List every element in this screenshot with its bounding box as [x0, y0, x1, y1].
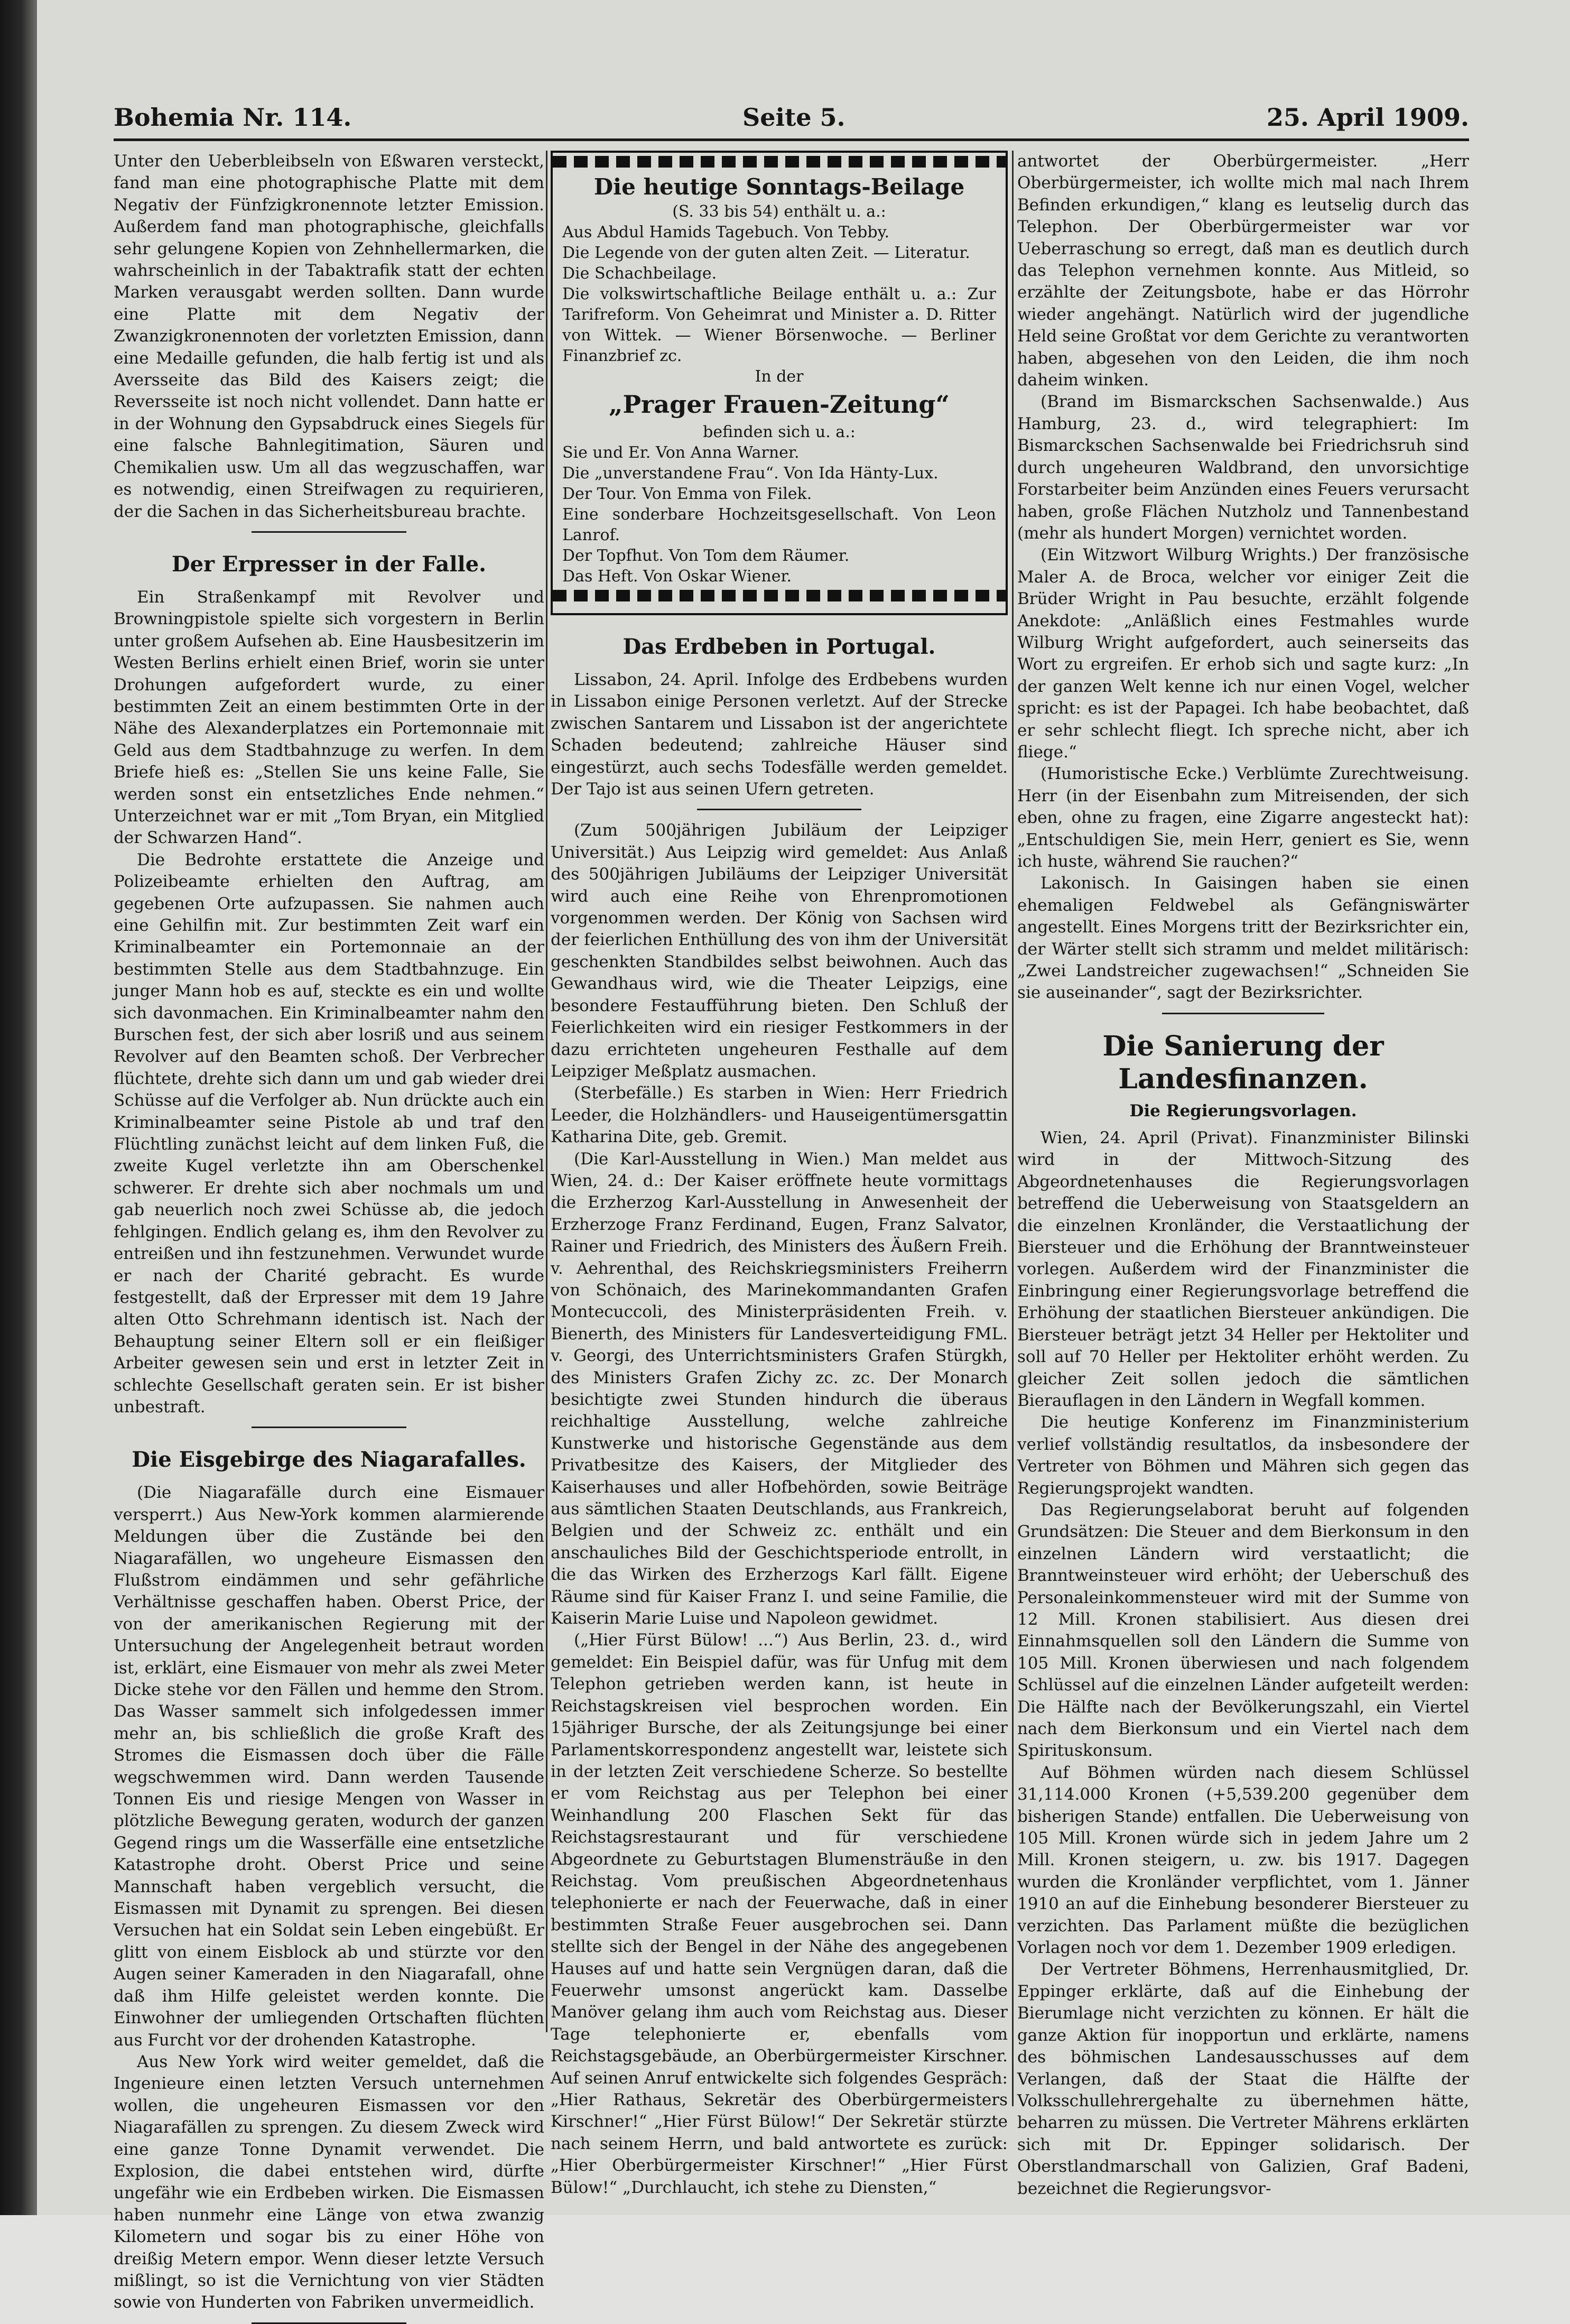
- supplement-intro: In der: [755, 367, 804, 386]
- masthead-page: Seite 5.: [742, 103, 846, 132]
- article-text: Die Bedrohte erstattete die Anzeige und Polizeibeamte erhielten den Auftrag, am gegebenen Orte aufzupassen. Sie nahmen auch eine Gehilfin mit. Zur bestimmten Zeit warf ein Kriminalbeamter ein Portemonnaie an der bestimmten Stelle aus dem Stadtbahnzuge. Ein junger Mann hob es auf, steckte es ein und wollte sich davonmachen. Ein Kriminalbeamter nahm den Burschen fest, der sich aber losriß und aus seinem Revolver auf den Beamten schoß. Der Verbrecher flüchtete, drehte sich dann um und gab wieder drei Schüsse auf die Verfolger ab. Nun drückte auch ein Kriminalbeamter seine Pistole ab und traf den Flüchtling zunächst leicht auf dem linken Fuß, die zweite Kugel verletzte ihn am Oberschenkel schwerer. Er drehte sich aber nochmals um und gab neuerlich noch zwei Schüsse ab, die jedoch fehlgingen. Endlich gelang es, ihm den Revolver zu entreißen und ihn festzunehmen. Verwundet wurde er nach der Charité gebracht. Es wurde festgestellt, daß der Erpresser mit dem 19 Jahre alten Otto Schrehmann identisch ist. Nach der Behauptung seiner Eltern soll er ein fleißiger Arbeiter gewesen sein und erst in letzter Zeit in schlechte Gesellschaft geraten sein. Er ist bisher unbestraft.: [114, 850, 544, 1416]
- supplement-item: Der Tour. Von Emma von Filek.: [562, 485, 812, 503]
- headline-erpresser: Der Erpresser in der Falle.: [171, 551, 487, 577]
- article-text: (Brand im Bismarckschen Sachsenwalde.) Aus Hamburg, 23. d., wird telegraphiert: Im Bismarckschen Sachsenwalde bei Friedrichsruh sind durch ungeheuren Waldbrand, den unvorsichtige Forstarbeiter beim Anzünden eines Feuers verursacht haben, große Flächen Nutzholz und Tannenbestand (mehr als hundert Morgen) vernichtet worden.: [1017, 392, 1469, 543]
- article-text: (Die Karl-Ausstellung in Wien.) Man meldet aus Wien, 24. d.: Der Kaiser eröffnete heute vormittags die Erzherzog Karl-Ausstellung in Anwesenheit der Erzherzoge Franz Ferdinand, Eugen, Franz Salvator, Rainer und Friedrich, des Ministers des Äußern Freih. v. Aehrenthal, des Reichskriegsministers Freiherrn von Schönaich, des Marinekommandanten Grafen Montecuccoli, des Ministerpräsidenten Freih. v. Bienerth, des Ministers für Landesverteidigung FML. v. Georgi, des Unterrichtsministers Grafen Stürgkh, des Ministers Grafen Zichy zc. zc. Der Monarch besichtigte zwei Stunden hindurch die überaus reichhaltige Ausstellung, welche zahlreiche Kunstwerke und historische Gegenstände aus dem Privatbesitze des Kaisers, der Mitglieder des Kaiserhauses und aller Hofbehörden, sowie Beiträge aus sämtlichen Staaten Deutschlands, aus Frankreich, Belgien und der Schweiz zc. enthält und ein anschauliches Bild der Geschichtsperiode entrollt, in die das Wirken des Erzherzogs Karl fällt. Eigene Räume sind für Kaiser Franz I. und seine Familie, die Kaiserin Marie Luise und Napoleon gewidmet.: [551, 1149, 1008, 1628]
- article-text: Ein Straßenkampf mit Revolver und Browningpistole spielte sich vorgestern in Berlin unter großem Aufsehen ab. Eine Hausbesitzerin im Westen Berlins erhielt einen Brief, worin sie unter Drohungen aufgefordert wurde, zu einer bestimmten Zeit an einem bestimmten Orte in der Nähe des Alexanderplatzes ein Portemonnaie mit Geld aus dem Stadtbahnzuge zu werfen. In dem Briefe hieß es: „Stellen Sie uns keine Falle, Sie werden sonst ein entsetzliches Ende nehmen.“ Unterzeichnet war er mit „Tom Bryan, ein Mitglied der Schwarzen Hand“.: [114, 587, 544, 848]
- divider: [1162, 1013, 1325, 1014]
- headline-sanierung: Die Sanierung der Landesfinanzen.: [1102, 1030, 1384, 1096]
- headline-eisgebirge: Die Eisgebirge des Niagarafalles.: [132, 1447, 526, 1473]
- subheadline-regierungsvorlagen: Die Regierungsvorlagen.: [1129, 1101, 1357, 1121]
- article-text: (Sterbefälle.) Es starben in Wien: Herr Friedrich Leeder, die Holzhändlers- und Hauseigentümersgattin Katharina Dite, geb. Gremit.: [551, 1084, 1008, 1147]
- column-rule-2: [1012, 151, 1014, 2106]
- supplement-item: Eine sonderbare Hochzeitsgesellschaft. Von Leon Lanrof.: [562, 505, 996, 544]
- divider: [252, 1427, 406, 1428]
- supplement-item: Das Heft. Von Oskar Wiener.: [562, 567, 792, 586]
- divider: [697, 809, 861, 810]
- column-3: [1017, 151, 1469, 2198]
- supplement-item: Sie und Er. Von Anna Warner.: [562, 443, 800, 462]
- column-2: [551, 151, 1008, 2197]
- article-text: Aus New York wird weiter gemeldet, daß die Ingenieure einen letzten Versuch unternehmen wollen, die ungeheuren Eismassen vor den Niagarafällen zu sprengen. Zu diesem Zweck wird eine ganze Tonne Dynamit verwendet. Die Explosion, die dabei entstehen wird, dürfte ungefähr wie ein Erdbeben wirken. Die Eismassen haben nunmehr eine Länge von etwa zwanzig Kilometern und sogar bis zu einer Höhe von dreißig Metern empor. Wenn dieser letzte Versuch mißlingt, so ist die Vernichtung von vier Städten sowie von Hunderten von Fabriken unvermeidlich.: [114, 2052, 544, 2312]
- box-ornament-bottom: [553, 590, 1006, 601]
- article-text: (Die Niagarafälle durch eine Eismauer versperrt.) Aus New-York kommen alarmierende Meldungen über die Zustände bei den Niagarafällen, wo ungeheure Eismassen den Flußstrom eindämmen und sehr gefährliche Verhältnisse geschaffen haben. Oberst Price, der von der amerikanischen Regierung mit der Untersuchung der Angelegenheit betraut worden ist, erklärt, eine Eismauer von mehr als zwei Meter Dicke stehe vor den Fällen und hemme den Strom. Das Wasser sammelt sich infolgedessen immer mehr an, bis schließlich die große Kraft des Stromes die Eismassen doch über die Fälle wegschwemmen wird. Dann werden Tausende Tonnen Eis und riesige Mengen von Wasser in plötzliche Bewegung geraten, wodurch der ganzen Gegend rings um die Wasserfälle eine entsetzliche Katastrophe droht. Oberst Price und seine Mannschaft haben vergeblich versucht, die Eismassen mit Dynamit zu sprengen. Bei diesen Versuchen hat ein Soldat sein Leben eingebüßt. Er glitt von einem Eisblock ab und stürzte vor den Augen seiner Kameraden in den Niagarafall, ohne daß ihm Hilfe geleistet werden konnte. Die Einwohner der umliegenden Ortschaften flüchten aus Furcht vor der drohenden Katastrophe.: [114, 1483, 544, 2050]
- article-text: Wien, 24. April (Privat). Finanzminister Bilinski wird in der Mittwoch-Sitzung des Abgeordnetenhauses die Regierungsvorlagen betreffend die Ueberweisung von Staatsgeldern an die einzelnen Kronländer, die Verstaatlichung der Biersteuer und die Erhöhung der Branntweinsteuer vorlegen. Außerdem wird der Finanzminister die Einbringung einer Regierungsvorlage betreffend die Erhöhung der staatlichen Biersteuer ankündigen. Die Biersteuer beträgt jetzt 34 Heller per Hektoliter und soll auf 70 Heller per Hektoliter erhöht werden. Zu gleicher Zeit sollen jedoch die sämtlichen Bierauflagen in den Ländern in Wegfall kommen.: [1017, 1128, 1469, 1410]
- supplement-item: Die „unverstandene Frau“. Von Ida Hänty-Lux.: [562, 464, 939, 483]
- article-text: Lakonisch. In Gaisingen haben sie einen ehemaligen Feldwebel als Gefängniswärter angestellt. Eines Morgens tritt der Bezirksrichter ein, der Wärter stellt sich stramm und meldet militärisch: „Zwei Landstreicher zugewachsen!“ „Schneiden Sie sie auseinander“, sagt der Bezirksrichter.: [1017, 874, 1469, 1003]
- masthead-date: 25. April 1909.: [1266, 103, 1469, 132]
- article-text: Die heutige Konferenz im Finanzministerium verlief vollständig resultatlos, da insbesondere der Vertreter von Böhmen und Mähren sich gegen das Regierungsprojekt wandten.: [1017, 1413, 1469, 1498]
- supplement-item: Aus Abdul Hamids Tagebuch. Von Tebby.: [562, 223, 890, 242]
- supplement-title: Die heutige Sonntags-Beilage: [593, 174, 965, 200]
- supplement-intro: befinden sich u. a.:: [703, 423, 856, 441]
- article-text: (Zum 500jährigen Jubiläum der Leipziger Universität.) Aus Leipzig wird gemeldet: Aus Anlaß des 500jährigen Jubiläums der Leipziger Universität wird auch eine Reihe von Ehrenpromotionen vorgenommen werden. Der König von Sachsen wird der feierlichen Enthüllung des von ihm der Universität geschenkten Standbildes selbst beiwohnen. Auch das Gewandhaus wird, wie die Theater Leipzigs, eine besondere Festaufführung bieten. Den Schluß der Feierlichkeiten wird ein riesiger Festkommers in der dazu errichteten ungeheuren Festhalle auf dem Leipziger Meßplatz ausmachen.: [551, 821, 1008, 1081]
- supplement-item: Die Legende von der guten alten Zeit. — Literatur.: [562, 244, 970, 262]
- supplement-item: Der Topfhut. Von Tom dem Räumer.: [562, 547, 850, 565]
- column-1: [114, 151, 544, 2312]
- supplement-frauen-title: „Prager Frauen-Zeitung“: [609, 390, 950, 419]
- article-text: Unter den Ueberbleibseln von Eßwaren versteckt, fand man eine photographische Platte mit dem Negativ der Fünfzigkronennote letzter Emission. Außerdem fand man photographische, gleichfalls sehr gelungene Kopien von Zehnhellermarken, die wahrscheinlich in der Tabaktrafik statt der echten Marken verausgabt werden sollten. Dann wurde eine Platte mit dem Negativ der Zwanzigkronennoten der vorletzten Emission, dann eine Medaille gefunden, die halb fertig ist und als Aversseite das Bild des Kaisers zeigt; die Reversseite ist noch nicht vollendet. Dann hatte er in der Wohnung den Gypsabdruck eines Siegels für eine falsche Bahnlegitimation, Säuren und Chemikalien usw. Um all das wegzuschaffen, war es notwendig, einen Streifwagen zu requirieren, der die Sachen in das Sicherheitsbureau brachte.: [114, 152, 544, 521]
- masthead-rule: [114, 138, 1469, 141]
- column-rule-1: [546, 151, 547, 2032]
- article-text: (Humoristische Ecke.) Verblümte Zurechtweisung. Herr (in der Eisenbahn zum Mitreisenden, der sich eben, ohne zu fragen, eine Zigarre angesteckt hat): „Entschuldigen Sie, mein Herr, geniert es Sie, wenn ich huste, während Sie rauchen?“: [1017, 764, 1469, 871]
- masthead-issue: Bohemia Nr. 114.: [114, 103, 352, 132]
- article-text: Lissabon, 24. April. Infolge des Erdbebens wurden in Lissabon einige Personen verletzt. Auf der Strecke zwischen Santarem und Lissabon ist der angerichtete Schaden bedeutend; zahlreiche Häuser sind eingestürzt, auch sechs Todesfälle werden gemeldet. Der Tajo ist aus seinen Ufern getreten.: [551, 670, 1008, 799]
- box-ornament-top: [553, 156, 1006, 168]
- supplement-item: Die Schachbeilage.: [562, 264, 717, 283]
- article-text: Das Regierungselaborat beruht auf folgenden Grundsätzen: Die Steuer and dem Bierkonsum in den einzelnen Ländern wird verstaatlicht; die Branntweinsteuer wird erhöht; der Ueberschuß des Personaleinkommensteuer wird mit der Summe von 12 Mill. Kronen stabilisiert. Aus diesen drei Einnahmsquellen soll den Ländern die Summe von 105 Mill. Kronen überwiesen und nach folgendem Schlüssel auf die einzelnen Länder aufgeteilt werden: Die Hälfte nach der Bevölkerungszahl, ein Viertel nach dem Bierkonsum und ein Viertel nach dem Spirituskonsum.: [1017, 1500, 1469, 1761]
- divider: [252, 2322, 406, 2324]
- article-text: („Hier Fürst Bülow! ...“) Aus Berlin, 23. d., wird gemeldet: Ein Beispiel dafür, was für Unfug mit dem Telephon getrieben werden kann, ist heute in Reichstagskreisen viel besprochen worden. Ein 15jähriger Bursche, der als Zeitungsjunge bei einer Parlamentskorrespondenz angestellt war, leistete sich in der letzten Zeit verschiedene Scherze. So bestellte er vom Reichstag aus per Telephon bei einer Weinhandlung 200 Flaschen Sekt für das Reichstagsrestaurant und für verschiedene Abgeordnete zu Geburtstagen Blumensträuße in den Reichstag. Vom preußischen Abgeordnetenhaus telephonierte er nach der Feuerwache, daß in einer bestimmten Straße Feuer ausgebrochen sei. Dann stellte sich der Bengel in der Nähe des angegebenen Hauses auf und hatte sein Vergnügen daran, daß die Feuerwehr umsonst angerückt kam. Dasselbe Manöver gelang ihm auch vom Reichstag aus. Dieser Tage telephonierte er, ebenfalls vom Reichstagsgebäude, an Oberbürgermeister Kirschner. Auf seinen Anruf entwickelte sich folgendes Gespräch: „Hier Rathaus, Sekretär des Oberbürgermeisters Kirschner!“ „Hier Fürst Bülow!“ Der Sekretär stürzte nach seinem Herrn, und bald antwortete es zurück: „Hier Oberbürgermeister Kirschner!“ „Hier Fürst Bülow!“ „Durchlaucht, ich stehe zu Diensten,“: [551, 1631, 1008, 2197]
- article-text: (Ein Witzwort Wilburg Wrights.) Der französische Maler A. de Broca, welcher vor einiger Zeit die Brüder Wright in Pau besuchte, erzählt folgende Anekdote: „Anläßlich eines Festmahles wurde Wilburg Wright aufgefordert, auch seinerseits das Wort zu ergreifen. Er erhob sich und sagte kurz: „In der ganzen Welt kenne ich nur einen Vogel, welcher spricht: es ist der Papagei. Ich habe beobachtet, daß er sehr schlecht fliegt. Ich spreche nicht, aber ich fliege.“: [1017, 545, 1469, 762]
- supplement-pages: (S. 33 bis 54) enthält u. a.:: [672, 202, 886, 221]
- binding-edge: [0, 0, 37, 2215]
- supplement-item: Die volkswirtschaftliche Beilage enthält u. a.: Zur Tarifreform. Von Geheimrat und Minister a. D. Ritter von Wittek. — Wiener Börsenwoche. — Berliner Finanzbrief zc.: [562, 285, 996, 365]
- divider: [252, 531, 406, 533]
- article-text: Der Vertreter Böhmens, Herrenhausmitglied, Dr. Eppinger erklärte, daß auf die Einhebung der Bierumlage nicht verzichten zu können. Er hält die ganze Aktion für inopportun und erklärte, namens des böhmischen Landesausschusses auf dem Verlangen, daß der Staat die Hälfte der Volksschullehrergehalte zu übernehmen hätte, beharren zu müssen. Die Vertreter Mährens erklärten sich mit Dr. Eppinger solidarisch. Der Oberstlandmarschall von Galizien, Graf Badeni, bezeichnet die Regierungsvor-: [1017, 1960, 1469, 2198]
- headline-erdbeben: Das Erdbeben in Portugal.: [623, 634, 936, 659]
- supplement-box: [551, 151, 1008, 615]
- article-text: Auf Böhmen würden nach diesem Schlüssel 31,114.000 Kronen (+5,539.200 gegenüber dem bisherigen Stande) entfallen. Die Ueberweisung von 105 Mill. Kronen würde sich in jedem Jahre um 2 Mill. Kronen steigern, u. zw. bis 1917. Dagegen wurden die Kronländer verpflichtet, vom 1. Jänner 1910 an auf die Einhebung besonderer Biersteuer zu verzichten. Das Parlament müßte die bezüglichen Vorlagen noch vor dem 1. Dezember 1909 erledigen.: [1017, 1763, 1469, 1958]
- article-text: antwortet der Oberbürgermeister. „Herr Oberbürgermeister, ich wollte mich mal nach Ihrem Befinden erkundigen,“ klang es leutselig durch das Telephon. Der Oberbürgermeister war vor Ueberraschung so erregt, daß man es deutlich durch das Telephon vernehmen konnte. Aus Mitleid, so erzählte der Zeitungsbote, habe er das Hörrohr wieder angehängt. Natürlich wird der jugendliche Held seine Großtat vor dem Gerichte zu verantworten haben, abgesehen von den Leiden, die ihm noch daheim winken.: [1017, 152, 1469, 390]
